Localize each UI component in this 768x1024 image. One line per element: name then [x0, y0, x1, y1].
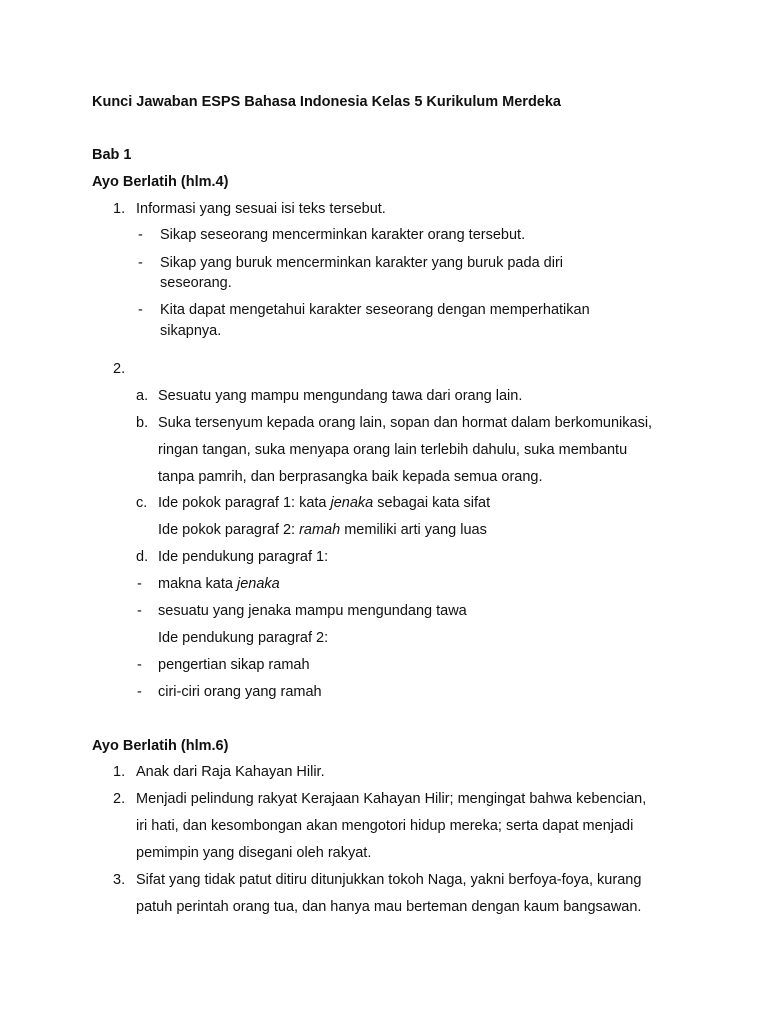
item-text-b: Suka tersenyum kepada orang lain, sopan dan hormat dalam berkomunikasi, — [158, 415, 653, 431]
emphasis-word: jenaka — [237, 576, 280, 592]
bullet-dash: - — [138, 255, 143, 271]
emphasis-word: ramah — [299, 522, 341, 538]
item-text-b-cont: tanpa pamrih, dan berprasangka baik kepada semua orang. — [158, 469, 543, 485]
bullet-dash: - — [137, 603, 142, 619]
document-title: Kunci Jawaban ESPS Bahasa Indonesia Kelas 5 Kurikulum Merdeka — [92, 94, 561, 110]
bullet-text: ciri-ciri orang yang ramah — [158, 684, 322, 700]
bullet-text: Sikap seseorang mencerminkan karakter orang tersebut. — [160, 227, 526, 243]
item-text-b-cont: ringan tangan, suka menyapa orang lain terlebih dahulu, suka membantu — [158, 442, 628, 458]
question-text: Informasi yang sesuai isi teks tersebut. — [136, 201, 386, 217]
question-number: 2. — [113, 361, 126, 377]
bullet-text: sesuatu yang jenaka mampu mengundang tawa — [158, 603, 467, 619]
emphasis-word: jenaka — [330, 495, 374, 511]
question-text-cont: pemimpin yang disegani oleh rakyat. — [136, 845, 372, 861]
bullet-text: Kita dapat mengetahui karakter seseorang dengan memperhatikan — [160, 302, 590, 318]
question-text: Menjadi pelindung rakyat Kerajaan Kahayan Hilir; mengingat bahwa kebencian, — [136, 791, 647, 807]
bullet-dash: - — [137, 684, 142, 700]
item-label-a: a. — [136, 388, 149, 404]
item-text-c-line2: Ide pokok paragraf 2: ramah memiliki arti yang luas — [158, 522, 487, 538]
question-text-cont: iri hati, dan kesombongan akan mengotori hidup mereka; serta dapat menjadi — [136, 818, 634, 834]
question-number: 3. — [113, 872, 126, 888]
item-text-d: Ide pendukung paragraf 1: — [158, 549, 329, 565]
item-label-c: c. — [136, 495, 148, 511]
item-text-a: Sesuatu yang mampu mengundang tawa dari orang lain. — [158, 388, 523, 404]
bullet-dash: - — [137, 576, 142, 592]
item-label-d: d. — [136, 549, 149, 565]
question-text-cont: patuh perintah orang tua, dan hanya mau berteman dengan kaum bangsawan. — [136, 899, 642, 915]
question-text: Anak dari Raja Kahayan Hilir. — [136, 764, 325, 780]
bullet-dash: - — [138, 227, 143, 243]
section-heading-hlm4: Ayo Berlatih (hlm.4) — [92, 174, 229, 190]
bullet-text: makna kata jenaka — [158, 576, 280, 592]
chapter-heading: Bab 1 — [92, 147, 132, 163]
bullet-dash: - — [138, 302, 143, 318]
bullet-text: pengertian sikap ramah — [158, 657, 310, 673]
bullet-text-cont: seseorang. — [160, 275, 232, 291]
bullet-text-cont: sikapnya. — [160, 323, 222, 339]
question-number: 1. — [113, 764, 126, 780]
item-text-c-line1: Ide pokok paragraf 1: kata jenaka sebagai kata sifat — [158, 495, 491, 511]
sub-heading: Ide pendukung paragraf 2: — [158, 630, 329, 646]
question-number: 2. — [113, 791, 126, 807]
bullet-text: Sikap yang buruk mencerminkan karakter yang buruk pada diri — [160, 255, 563, 271]
bullet-dash: - — [137, 657, 142, 673]
section-heading-hlm6: Ayo Berlatih (hlm.6) — [92, 738, 229, 754]
question-text: Sifat yang tidak patut ditiru ditunjukkan tokoh Naga, yakni berfoya-foya, kurang — [136, 872, 642, 888]
item-label-b: b. — [136, 415, 149, 431]
question-number: 1. — [113, 201, 126, 217]
